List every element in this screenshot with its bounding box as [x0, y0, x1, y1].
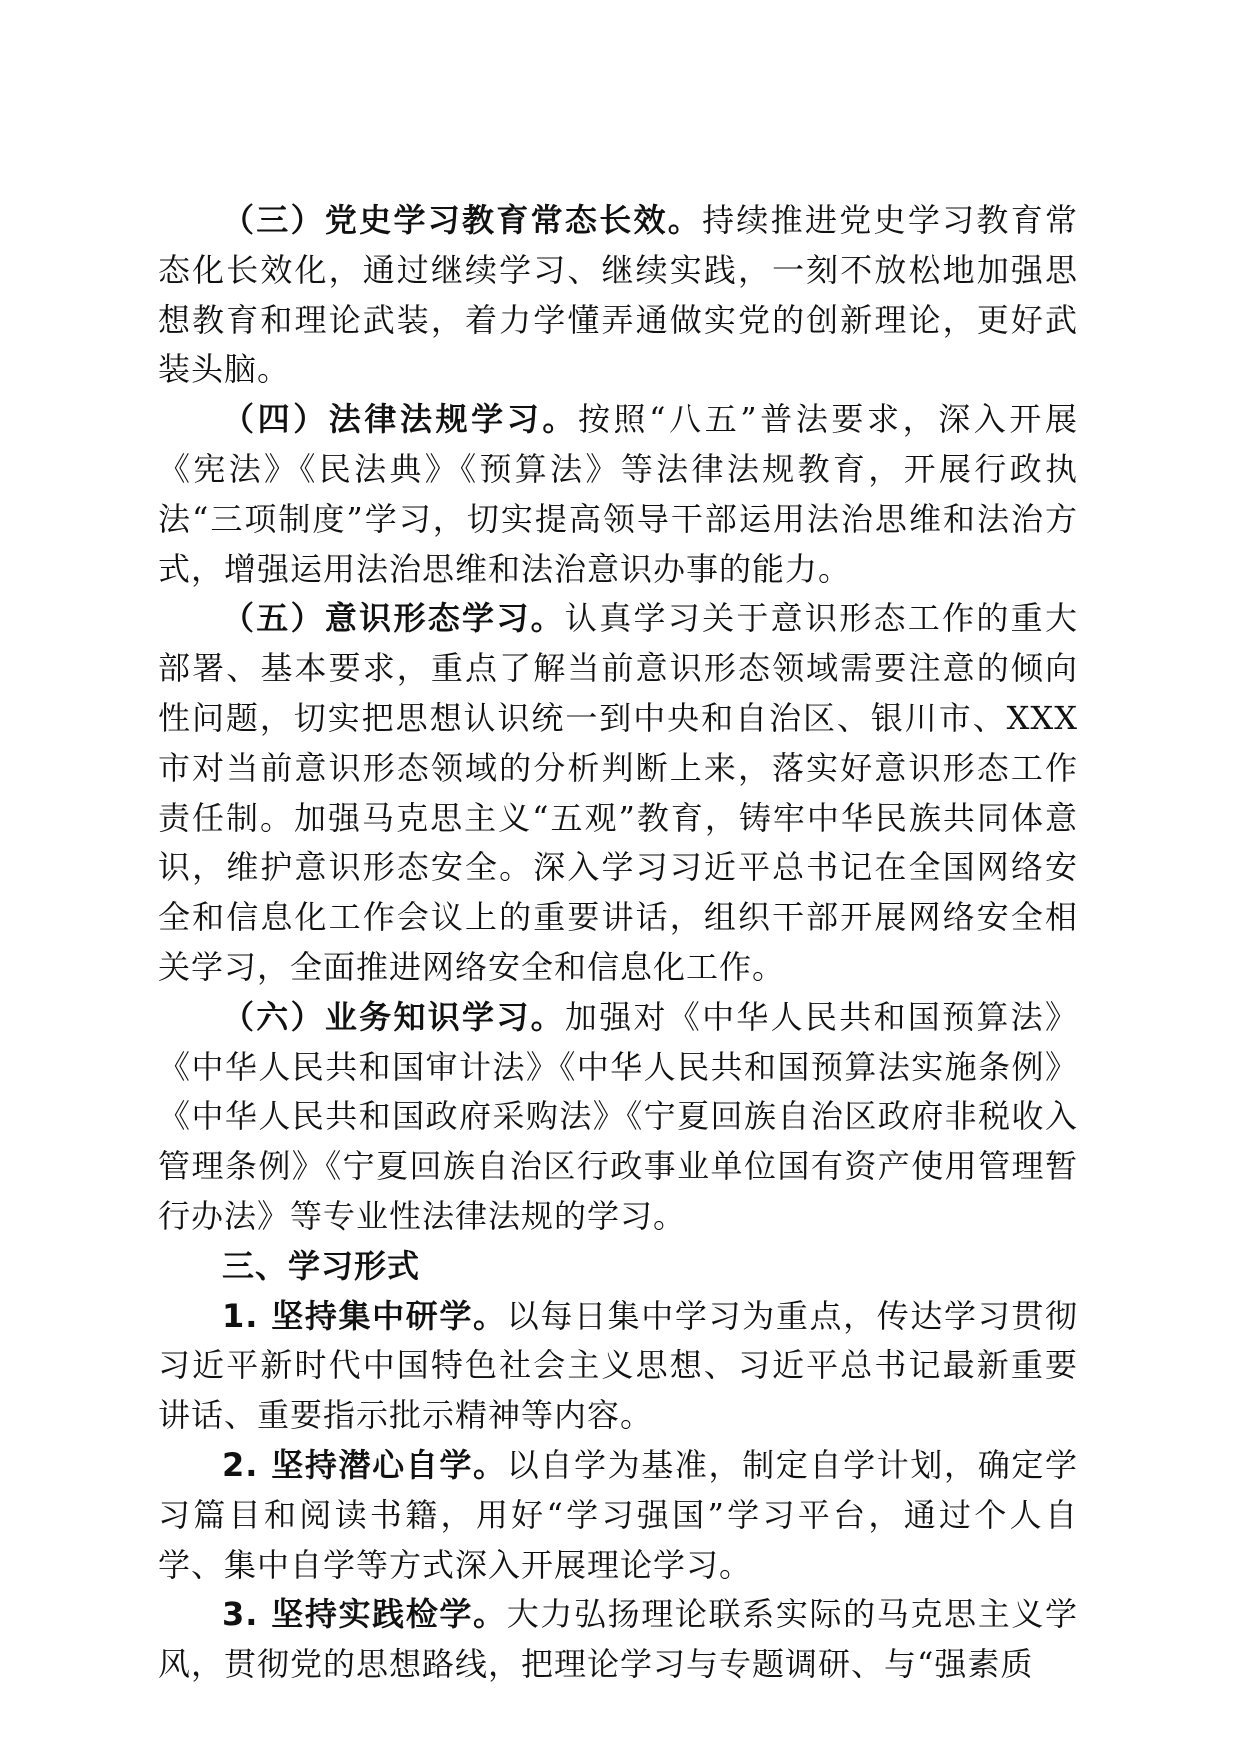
item-text: 以每日集中学习为重点，传达学习贯彻习近平新时代中国特色社会主义思想、习近平总书记最新重要讲话、重要指示批示精神等内容。	[158, 1296, 1078, 1435]
paragraph-text: 按照“八五”普法要求，深入开展《宪法》《民法典》《预算法》等法律法规教育，开展行政执法“三项制度”学习，切实提高领导干部运用法治思维和法治方式，增强运用法治思维和法治意识办事的能力。	[158, 400, 1078, 588]
section-title-study-forms: 三、学习形式	[222, 1246, 421, 1285]
item-text: 大力弘扬理论联系实际的马克思主义学风，贯彻党的思想路线，把理论学习与专题调研、与“强素质	[158, 1595, 1078, 1684]
item-heading: 1. 坚持集中研学。	[222, 1296, 507, 1335]
paragraph-heading: （五）意识形态学习。	[222, 599, 565, 638]
list-item-self-study	[158, 1441, 1078, 1590]
list-item-centralized-study	[158, 1292, 1078, 1441]
item-heading: 2. 坚持潜心自学。	[222, 1445, 507, 1484]
paragraph-text: 认真学习关于意识形态工作的重大部署、基本要求，重点了解当前意识形态领域需要注意的倾向性问题，切实把思想认识统一到中央和自治区、银川市、XXX市对当前意识形态领域的分析判断上来，落实好意识形态工作责任制。加强马克思主义“五观”教育，铸牢中华民族共同体意识，维护意识形态安全。深入学习习近平总书记在全国网络安全和信息化工作会议上的重要讲话，组织干部开展网络安全相关学习，全面推进网络安全和信息化工作。	[158, 599, 1078, 986]
paragraph-heading: （三）党史学习教育常态长效。	[222, 201, 703, 239]
paragraph-laws-regulations	[158, 395, 1078, 594]
item-heading: 3. 坚持实践检学。	[222, 1595, 507, 1634]
paragraph-party-history	[158, 196, 1078, 395]
paragraph-heading: （四）法律法规学习。	[222, 400, 578, 439]
item-text: 以自学为基准，制定自学计划，确定学习篇目和阅读书籍，用好“学习强国”学习平台，通过个人自学、集中自学等方式深入开展理论学习。	[158, 1445, 1078, 1584]
document-body	[158, 196, 1078, 1690]
paragraph-text: 持续推进党史学习教育常态化长效化，通过继续学习、继续实践，一刻不放松地加强思想教育和理论武装，着力学懂弄通做实党的创新理论，更好武装头脑。	[158, 201, 1078, 389]
list-item-practice-study	[158, 1590, 1078, 1690]
paragraph-business-knowledge	[158, 993, 1078, 1242]
paragraph-ideology	[158, 594, 1078, 992]
paragraph-text: 加强对《中华人民共和国预算法》《中华人民共和国审计法》《中华人民共和国预算法实施条例》《中华人民共和国政府采购法》《宁夏回族自治区政府非税收入管理条例》《宁夏回族自治区行政事业单位国有资产使用管理暂行办法》等专业性法律法规的学习。	[158, 997, 1078, 1235]
paragraph-heading: （六）业务知识学习。	[222, 997, 565, 1036]
